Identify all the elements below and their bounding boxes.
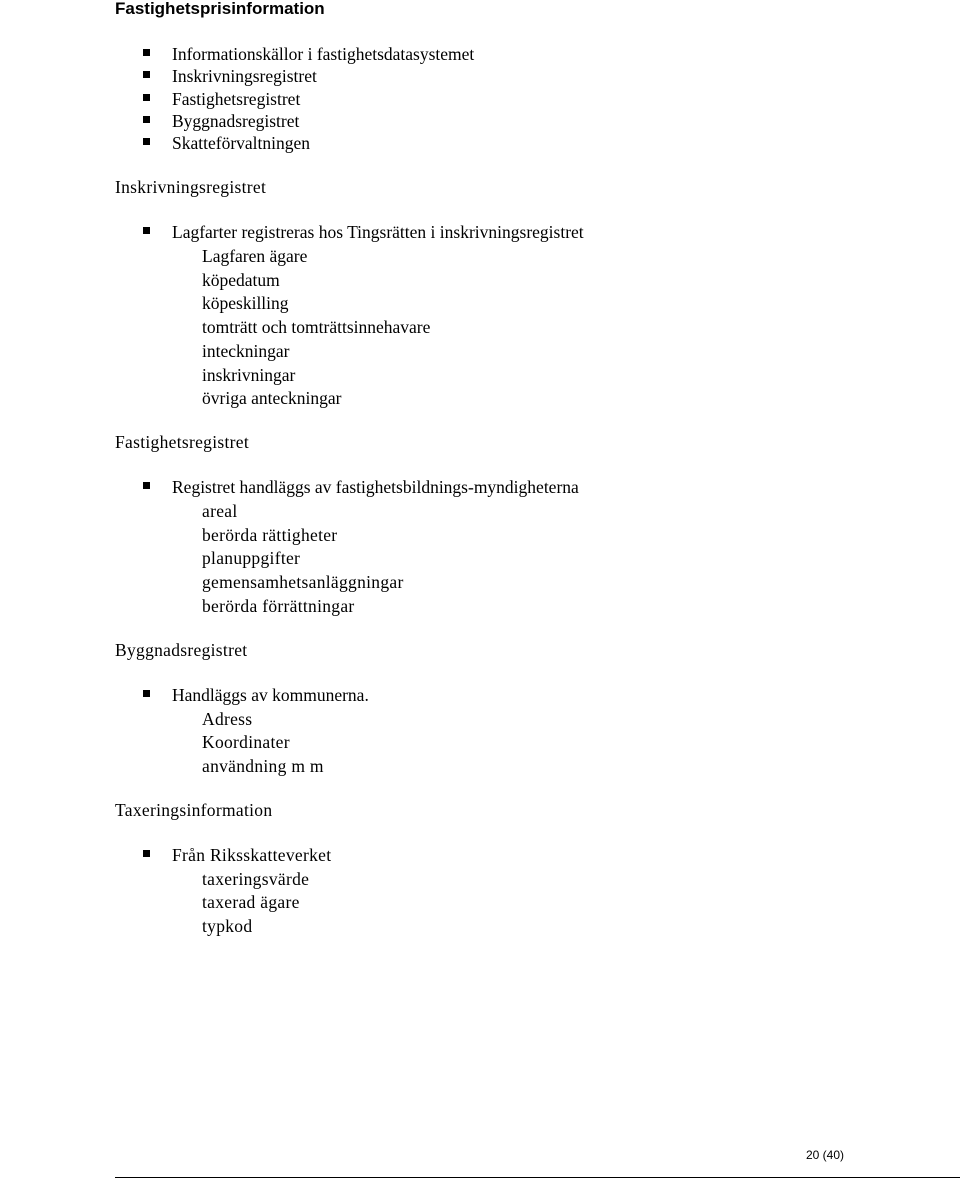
list-item: övriga anteckningar <box>202 388 342 408</box>
square-bullet-icon <box>143 71 150 78</box>
list-item: Adress <box>202 709 253 729</box>
footer-divider <box>115 1177 960 1178</box>
list-item: tomträtt och tomträttsinnehavare <box>202 317 431 337</box>
square-bullet-icon <box>143 850 150 857</box>
square-bullet-icon <box>143 116 150 123</box>
list-item: planuppgifter <box>202 548 301 568</box>
intro-item-text: Fastighetsregistret <box>172 89 301 109</box>
list-item: areal <box>202 501 238 521</box>
list-item: berörda rättigheter <box>202 525 338 545</box>
section-bullet-text: Registret handläggs av fastighetsbildnings-myndigheterna <box>172 477 579 497</box>
square-bullet-icon <box>143 94 150 101</box>
square-bullet-icon <box>143 690 150 697</box>
list-item: berörda förrättningar <box>202 596 355 616</box>
section-heading-taxeringsinformation: Taxeringsinformation <box>115 800 273 820</box>
intro-item-text: Inskrivningsregistret <box>172 66 317 86</box>
list-item: användning m m <box>202 756 324 776</box>
square-bullet-icon <box>143 482 150 489</box>
intro-item-text: Byggnadsregistret <box>172 111 300 131</box>
list-item: taxerad ägare <box>202 892 300 912</box>
list-item: inteckningar <box>202 341 290 361</box>
square-bullet-icon <box>143 49 150 56</box>
square-bullet-icon <box>143 138 150 145</box>
list-item: taxeringsvärde <box>202 869 310 889</box>
list-item: typkod <box>202 916 253 936</box>
list-item: Koordinater <box>202 732 290 752</box>
list-item: gemensamhetsanläggningar <box>202 572 404 592</box>
list-item: inskrivningar <box>202 365 296 385</box>
section-heading-inskrivningsregistret: Inskrivningsregistret <box>115 177 267 197</box>
section-heading-byggnadsregistret: Byggnadsregistret <box>115 640 248 660</box>
page-title: Fastighetsprisinformation <box>115 0 325 18</box>
section-heading-fastighetsregistret: Fastighetsregistret <box>115 432 250 452</box>
intro-item-text: Skatteförvaltningen <box>172 133 311 153</box>
section-bullet-text: Lagfarter registreras hos Tingsrätten i inskrivningsregistret <box>172 222 584 242</box>
intro-item-text: Informationskällor i fastighetsdatasystemet <box>172 44 475 64</box>
page-number: 20 (40) <box>806 1148 845 1162</box>
square-bullet-icon <box>143 227 150 234</box>
section-bullet-text: Handläggs av kommunerna. <box>172 685 369 705</box>
list-item: köpeskilling <box>202 293 289 313</box>
section-bullet-text: Från Riksskatteverket <box>172 845 332 865</box>
list-item: Lagfaren ägare <box>202 246 308 266</box>
list-item: köpedatum <box>202 270 280 290</box>
